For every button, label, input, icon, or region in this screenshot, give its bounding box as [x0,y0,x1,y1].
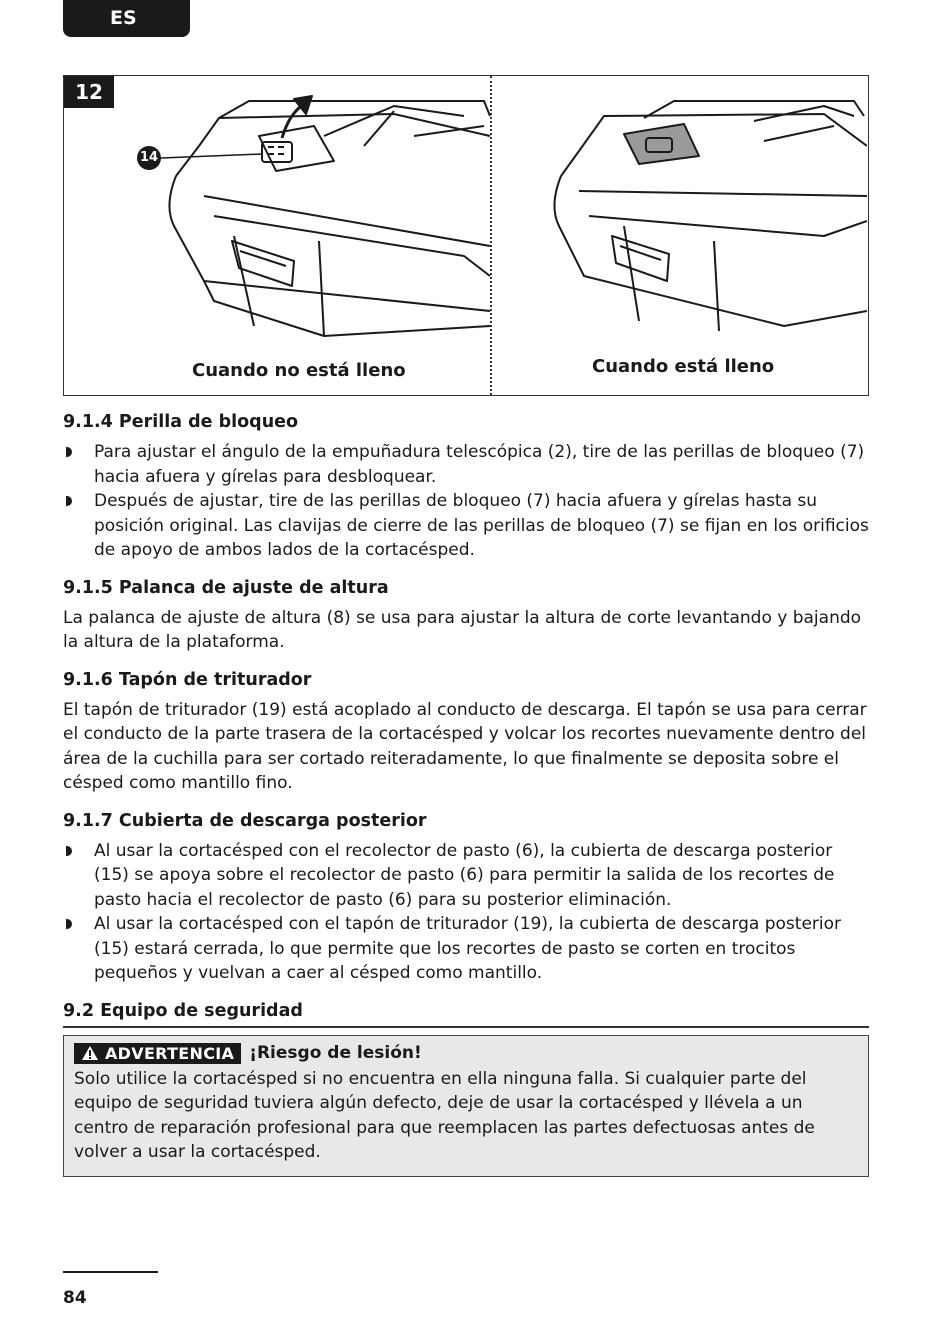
caption-not-full: Cuando no está lleno [192,360,406,381]
warning-triangle-icon [81,1045,99,1061]
warning-badge [74,1043,241,1064]
bullet-list [63,440,869,563]
caption-full: Cuando está lleno [592,356,775,377]
paragraph: La palanca de ajuste de altura (8) se usa para ajustar la altura de corte levantando y bajando la altura de la plataforma. [63,607,862,652]
document-body [63,410,869,1177]
warning-label: ADVERTENCIA [105,1043,235,1063]
section-heading: 9.1.6 Tapón de triturador [63,669,312,690]
figure-number: 12 [64,76,114,108]
section-heading: 9.2 Equipo de seguridad [63,999,869,1028]
figure-12 [63,75,869,396]
figure-divider [490,76,492,395]
grass-collector-illustration [64,76,867,394]
section-9-1-6 [63,668,869,796]
section-heading: 9.1.4 Perilla de bloqueo [63,412,299,432]
list-item: Después de ajustar, tire de las perillas de bloqueo (7) hacia afuera y gírelas hasta su posición original. Las clavijas de cierre de las perillas de bloqueo (7) se fijan en los orificios de apoyo de ambos lados de la cortacésped. [63,489,869,563]
warning-title: ¡Riesgo de lesión! [249,1043,422,1063]
footer-rule [63,1271,158,1273]
section-9-2 [63,999,869,1177]
list-item: Para ajustar el ángulo de la empuñadura telescópica (2), tire de las perillas de bloqueo (7) hacia afuera y gírelas para desbloquear. [63,440,869,489]
section-heading: 9.1.5 Palanca de ajuste de altura [63,577,389,598]
list-item: Al usar la cortacésped con el tapón de triturador (19), la cubierta de descarga posterior (15) estará cerrada, lo que permite que los recortes de pasto se corten en trocitos pequeños y vuelvan a caer al césped como mantillo. [63,912,869,986]
page-number: 84 [63,1288,87,1308]
list-item: Al usar la cortacésped con el recolector de pasto (6), la cubierta de descarga posterior (15) se apoya sobre el recolector de pasto (6) para permitir la salida de los recortes de pasto hacia el recolector de pasto (6) para su posterior eliminación. [63,839,869,913]
section-9-1-4 [63,410,869,563]
callout-marker: 14 [137,146,161,170]
warning-box [63,1035,869,1177]
section-heading: 9.1.7 Cubierta de descarga posterior [63,810,427,831]
section-9-1-5 [63,576,869,655]
warning-text: Solo utilice la cortacésped si no encuentra en ella ninguna falla. Si cualquier parte del equipo de seguridad tuviera algún defecto, deje de usar la cortacésped y llévela a un centro de reparación profesional para que reemplacen las partes defectuosas antes de volver a usar la cortacésped. [74,1068,815,1162]
paragraph: El tapón de triturador (19) está acoplado al conducto de descarga. El tapón se usa para cerrar el conducto de la parte trasera de la cortacésped y volcar los recortes nuevamente dentro del área de la cuchilla para ser cortado reiteradamente, lo que finalmente se deposita sobre el césped como mantillo fino. [63,699,867,793]
warning-header [74,1043,858,1064]
section-9-1-7 [63,809,869,986]
language-tab: ES [63,0,190,37]
bullet-list [63,839,869,986]
